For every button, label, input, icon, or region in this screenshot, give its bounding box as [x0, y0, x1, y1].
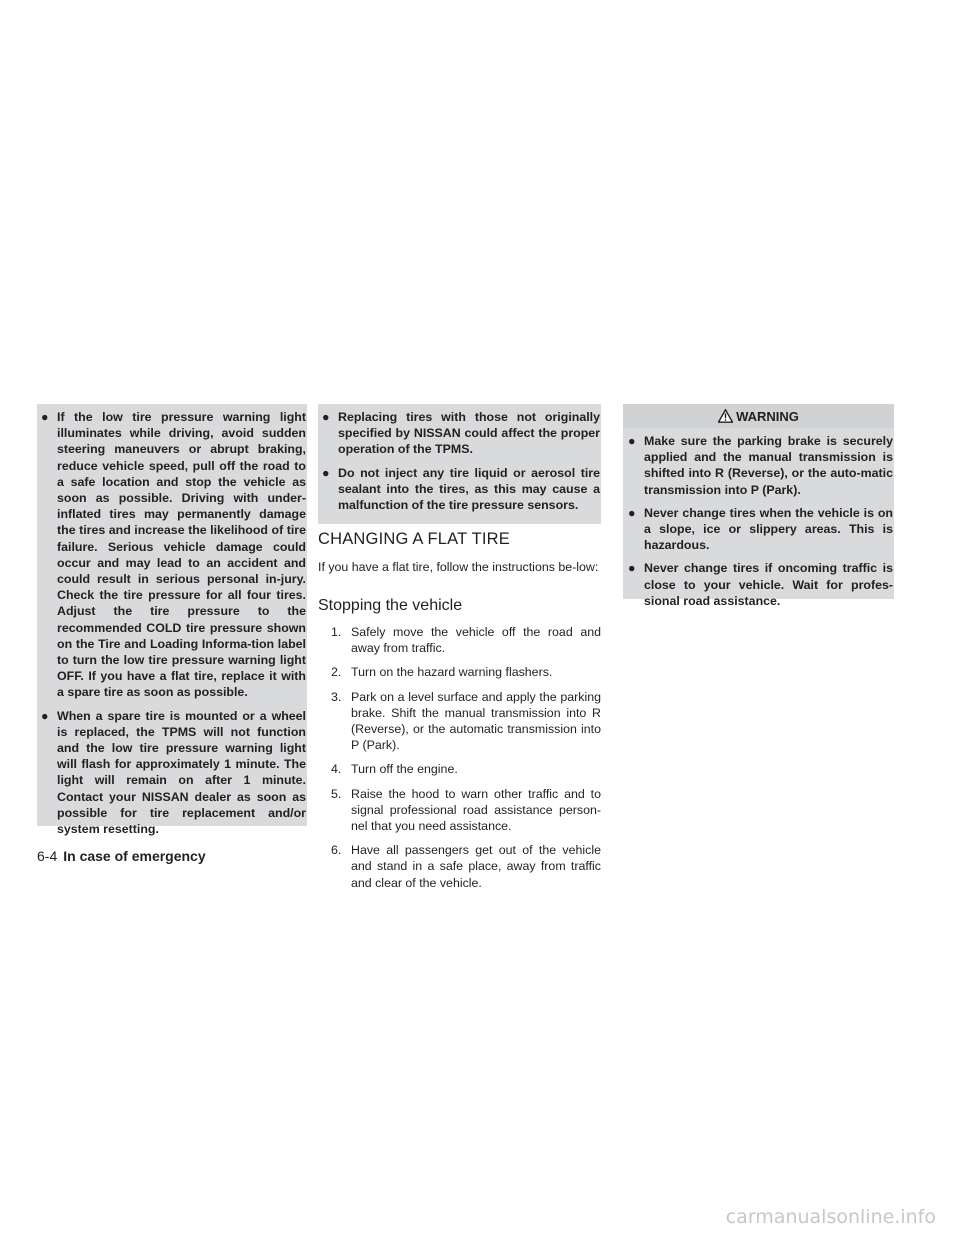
bullet-icon: ● — [628, 434, 636, 448]
warning-list — [626, 433, 893, 609]
watermark-logo: carmanualsonline.info — [725, 1206, 936, 1228]
steps-list — [318, 624, 601, 899]
page-number: 6-4 — [37, 848, 58, 864]
step-item: 2. Turn on the hazard warning flashers. — [331, 665, 553, 680]
caution-item: ● Do not inject any tire liquid or aerosol tire sealant into the tires, as this may cause a malfunction of the tire pressure sensors. — [322, 465, 600, 513]
warning-header — [623, 404, 894, 428]
bullet-icon: ● — [628, 505, 636, 520]
step-item: 1. Safely move the vehicle off the road and away from traffic. — [331, 625, 601, 656]
warning-triangle-icon — [718, 409, 733, 423]
warning-title: WARNING — [736, 408, 799, 424]
warning-item: ● Never change tires when the vehicle is on a slope, ice or slippery areas. This is hazardous. — [628, 505, 893, 553]
bullet-icon: ● — [628, 561, 636, 576]
warning-item: ● Never change tires if oncoming traffic is close to your vehicle. Wait for profes-sional road assistance. — [628, 561, 893, 608]
intro-paragraph: If you have a flat tire, follow the instructions be-low: — [318, 560, 599, 574]
warning-box — [623, 404, 894, 608]
caution-item: ● When a spare tire is mounted or a wheel is replaced, the TPMS will not function and the low tire pressure warning light will flash for approximately 1 minute. The light will remain on after 1 minute. Contact your NISSAN dealer as soon as possible for tire replacement and/or system resetting. — [41, 708, 306, 837]
bullet-icon: ● — [41, 410, 49, 424]
section-heading: CHANGING A FLAT TIRE — [318, 530, 510, 548]
step-item: 4. Turn off the engine. — [331, 762, 458, 777]
bullet-icon: ● — [322, 465, 330, 480]
warning-item: ● Make sure the parking brake is securely applied and the manual transmission is shifted into R (Reverse), or the auto-matic transmission into P (Park). — [628, 434, 893, 497]
page-footer — [37, 848, 206, 864]
step-item: 3. Park on a level surface and apply the parking brake. Shift the manual transmission into R (Reverse), or the automatic transmission into P (Park). — [331, 689, 601, 753]
step-item: 6. Have all passengers get out of the vehicle and stand in a safe place, away from traffic and clear of the vehicle. — [331, 843, 601, 890]
bullet-icon: ● — [322, 410, 330, 424]
bullet-icon: ● — [41, 708, 49, 723]
caution-box-tpms — [37, 404, 307, 837]
caution-box-tires — [318, 404, 601, 524]
subheading: Stopping the vehicle — [318, 597, 463, 614]
caution-item: ● Replacing tires with those not originally specified by NISSAN could affect the proper operation of the TPMS. — [322, 410, 600, 457]
caution-list-1 — [39, 409, 306, 837]
caution-list-2 — [320, 409, 600, 513]
caution-item: ● If the low tire pressure warning light illuminates while driving, avoid sudden steering maneuvers or abrupt braking, reduce vehicle speed, pull off the road to a safe location and stop the vehicle as soon as possible. Driving with under-inflated tires may permanently damage the tires and increase the likelihood of tire failure. Serious vehicle damage could occur and may lead to an accident and could result in serious personal in-jury. Check the tire pressure for all four tires. Adjust the tire pressure to the recommended COLD tire pressure shown on the Tire and Loading Informa-tion label to turn the low tire pressure warning light OFF. If you have a flat tire, replace it with a spare tire as soon as possible. — [41, 410, 306, 700]
chapter-title: In case of emergency — [63, 848, 206, 864]
step-item: 5. Raise the hood to warn other traffic and to signal professional road assistance person-nel that you need assistance. — [331, 786, 601, 834]
